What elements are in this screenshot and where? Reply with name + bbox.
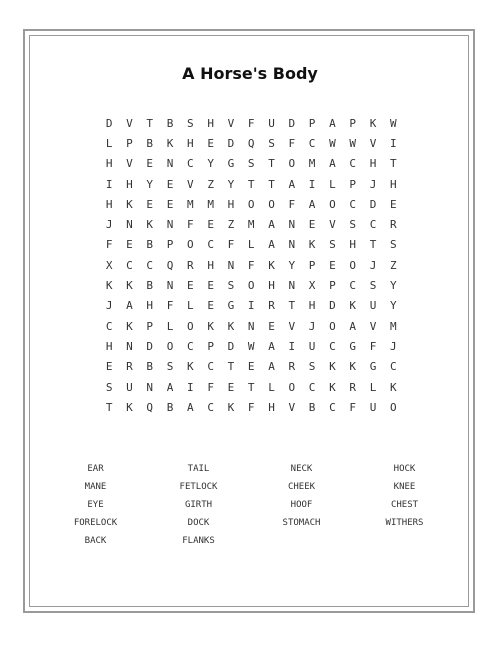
- grid-letter: E: [207, 218, 214, 232]
- grid-letter: O: [247, 279, 255, 293]
- grid-letter: A: [349, 319, 357, 333]
- grid-letter: W: [329, 136, 336, 150]
- grid-letter: Z: [389, 258, 397, 272]
- grid-letter: S: [349, 218, 357, 232]
- grid-letter: F: [187, 218, 194, 232]
- grid-letter: F: [288, 197, 296, 211]
- grid-letter: C: [308, 136, 316, 150]
- grid-letter: O: [329, 197, 336, 211]
- grid-letter: F: [349, 400, 357, 414]
- grid-letter: E: [146, 197, 154, 211]
- grid-letter: H: [207, 258, 214, 272]
- grid-letter: K: [329, 380, 336, 394]
- grid-letter: E: [247, 360, 255, 374]
- word-list-item: KNEE: [393, 482, 416, 492]
- grid-letter: P: [146, 319, 154, 333]
- grid-letter: K: [126, 279, 133, 293]
- grid-letter: N: [146, 380, 154, 394]
- grid-letter: C: [207, 360, 214, 374]
- grid-letter: Q: [166, 258, 174, 272]
- grid-letter: M: [207, 197, 214, 211]
- grid-letter: E: [166, 177, 174, 191]
- grid-letter: B: [166, 400, 174, 414]
- grid-letter: M: [247, 218, 255, 232]
- grid-letter: R: [349, 380, 357, 394]
- grid-row: [99, 133, 403, 153]
- grid-letter: B: [146, 136, 154, 150]
- grid-letter: O: [329, 319, 336, 333]
- grid-letter: U: [308, 339, 316, 353]
- word-list-item: TAIL: [187, 464, 210, 474]
- grid-letter: Y: [389, 299, 397, 313]
- grid-letter: W: [349, 136, 357, 150]
- grid-letter: R: [288, 360, 296, 374]
- grid-letter: Q: [146, 400, 154, 414]
- grid-row: [99, 235, 403, 255]
- grid-letter: O: [187, 319, 194, 333]
- grid-letter: B: [308, 400, 316, 414]
- grid-letter: L: [369, 380, 377, 394]
- grid-letter: Z: [207, 177, 214, 191]
- letter-grid: [99, 113, 403, 417]
- grid-letter: J: [389, 339, 397, 353]
- grid-letter: D: [227, 339, 235, 353]
- grid-letter: F: [288, 136, 296, 150]
- grid-letter: K: [227, 319, 235, 333]
- grid-letter: M: [389, 319, 397, 333]
- grid-letter: C: [187, 339, 194, 353]
- grid-letter: D: [105, 116, 113, 130]
- grid-letter: C: [369, 218, 377, 232]
- grid-letter: P: [126, 136, 133, 150]
- grid-letter: C: [146, 258, 154, 272]
- grid-letter: V: [369, 319, 377, 333]
- grid-letter: J: [369, 258, 377, 272]
- grid-letter: N: [126, 218, 133, 232]
- word-list-item: CHEST: [390, 500, 419, 510]
- grid-letter: N: [166, 157, 174, 171]
- grid-letter: V: [369, 136, 377, 150]
- grid-letter: A: [329, 116, 336, 130]
- grid-letter: C: [105, 319, 113, 333]
- grid-letter: E: [389, 197, 397, 211]
- grid-letter: H: [207, 116, 214, 130]
- grid-letter: G: [369, 360, 377, 374]
- grid-row: [99, 113, 403, 133]
- grid-letter: H: [105, 339, 113, 353]
- grid-letter: H: [369, 157, 377, 171]
- grid-letter: H: [126, 177, 133, 191]
- grid-row: [99, 214, 403, 234]
- grid-letter: T: [268, 157, 275, 171]
- grid-letter: O: [166, 339, 174, 353]
- grid-letter: A: [268, 339, 275, 353]
- grid-letter: K: [389, 380, 397, 394]
- grid-letter: H: [187, 136, 194, 150]
- grid-letter: Y: [146, 177, 154, 191]
- grid-letter: D: [227, 136, 235, 150]
- grid-letter: L: [166, 319, 174, 333]
- grid-letter: O: [389, 400, 397, 414]
- grid-letter: N: [166, 279, 174, 293]
- grid-letter: H: [268, 400, 275, 414]
- grid-letter: N: [227, 258, 235, 272]
- word-list-item: EAR: [87, 464, 104, 474]
- grid-letter: V: [288, 400, 296, 414]
- grid-letter: H: [105, 197, 113, 211]
- grid-letter: W: [389, 116, 397, 130]
- grid-letter: I: [187, 380, 194, 394]
- grid-letter: S: [187, 116, 194, 130]
- grid-letter: E: [227, 380, 235, 394]
- grid-letter: L: [268, 380, 275, 394]
- grid-letter: K: [146, 218, 154, 232]
- grid-letter: C: [207, 400, 214, 414]
- grid-letter: M: [308, 157, 316, 171]
- grid-letter: A: [308, 197, 316, 211]
- grid-letter: C: [329, 400, 336, 414]
- grid-letter: T: [105, 400, 113, 414]
- grid-letter: A: [288, 177, 296, 191]
- grid-letter: I: [308, 177, 316, 191]
- grid-letter: U: [126, 380, 133, 394]
- grid-letter: T: [247, 177, 255, 191]
- grid-letter: R: [268, 299, 275, 313]
- grid-letter: V: [227, 116, 235, 130]
- grid-letter: L: [105, 136, 113, 150]
- grid-letter: O: [247, 197, 255, 211]
- grid-letter: H: [308, 299, 316, 313]
- grid-letter: G: [227, 157, 235, 171]
- grid-letter: K: [207, 319, 214, 333]
- grid-letter: T: [146, 116, 154, 130]
- grid-letter: P: [308, 258, 316, 272]
- grid-letter: W: [247, 339, 255, 353]
- grid-letter: Y: [288, 258, 296, 272]
- grid-letter: H: [146, 299, 154, 313]
- grid-letter: F: [207, 380, 214, 394]
- grid-letter: Y: [207, 157, 214, 171]
- grid-letter: C: [389, 360, 397, 374]
- grid-letter: U: [268, 116, 275, 130]
- grid-letter: Z: [227, 218, 235, 232]
- grid-letter: F: [247, 400, 255, 414]
- grid-letter: O: [288, 157, 296, 171]
- grid-letter: J: [105, 299, 113, 313]
- grid-letter: C: [207, 238, 214, 252]
- grid-letter: A: [166, 380, 174, 394]
- word-list-item: CHEEK: [287, 482, 316, 492]
- grid-letter: B: [146, 238, 154, 252]
- grid-letter: A: [187, 400, 194, 414]
- grid-letter: O: [349, 258, 357, 272]
- grid-letter: T: [227, 360, 235, 374]
- grid-letter: G: [227, 299, 235, 313]
- grid-letter: S: [369, 279, 377, 293]
- word-list-item: FETLOCK: [179, 482, 218, 492]
- grid-letter: T: [268, 177, 275, 191]
- grid-letter: X: [105, 258, 113, 272]
- word-list-item: BACK: [84, 536, 107, 546]
- grid-letter: F: [247, 116, 255, 130]
- grid-letter: E: [207, 299, 214, 313]
- grid-letter: S: [166, 360, 174, 374]
- grid-letter: S: [389, 238, 397, 252]
- grid-letter: P: [308, 116, 316, 130]
- grid-letter: K: [308, 238, 316, 252]
- grid-letter: K: [349, 299, 357, 313]
- grid-letter: C: [329, 339, 336, 353]
- grid-row: [99, 255, 403, 275]
- grid-letter: V: [126, 116, 133, 130]
- word-list-item: FORELOCK: [73, 518, 118, 528]
- grid-letter: Y: [227, 177, 235, 191]
- grid-letter: E: [187, 279, 194, 293]
- grid-letter: L: [329, 177, 336, 191]
- grid-letter: E: [308, 218, 316, 232]
- grid-letter: C: [187, 157, 194, 171]
- grid-letter: S: [268, 136, 275, 150]
- grid-letter: X: [308, 279, 316, 293]
- grid-letter: V: [329, 218, 336, 232]
- grid-letter: P: [349, 116, 357, 130]
- grid-letter: H: [105, 157, 113, 171]
- grid-letter: N: [247, 319, 255, 333]
- grid-letter: U: [369, 400, 377, 414]
- grid-letter: T: [389, 157, 397, 171]
- grid-letter: D: [288, 116, 296, 130]
- word-list-item: NECK: [290, 464, 313, 474]
- grid-letter: C: [308, 380, 316, 394]
- grid-letter: A: [329, 157, 336, 171]
- grid-letter: D: [329, 299, 336, 313]
- grid-letter: P: [349, 177, 357, 191]
- grid-letter: D: [369, 197, 377, 211]
- grid-letter: K: [369, 116, 377, 130]
- grid-letter: K: [349, 360, 357, 374]
- grid-letter: C: [349, 279, 357, 293]
- grid-letter: K: [187, 360, 194, 374]
- grid-letter: V: [187, 177, 194, 191]
- grid-row: [99, 275, 403, 295]
- grid-letter: O: [288, 380, 296, 394]
- grid-letter: K: [268, 258, 275, 272]
- grid-letter: K: [227, 400, 235, 414]
- grid-letter: S: [329, 238, 336, 252]
- grid-letter: H: [268, 279, 275, 293]
- word-list-item: EYE: [87, 500, 104, 510]
- word-list-item: FLANKS: [182, 536, 215, 546]
- grid-letter: N: [288, 279, 296, 293]
- grid-letter: J: [369, 177, 377, 191]
- grid-letter: C: [349, 157, 357, 171]
- grid-letter: Y: [389, 279, 397, 293]
- grid-letter: A: [126, 299, 133, 313]
- grid-row: [99, 377, 403, 397]
- word-list-item: WITHERS: [385, 518, 424, 528]
- grid-letter: N: [126, 339, 133, 353]
- grid-letter: K: [126, 400, 133, 414]
- grid-letter: E: [207, 279, 214, 293]
- grid-letter: E: [329, 258, 336, 272]
- grid-letter: O: [268, 197, 275, 211]
- grid-letter: E: [105, 360, 113, 374]
- grid-letter: H: [389, 177, 397, 191]
- grid-letter: F: [227, 238, 235, 252]
- grid-letter: R: [187, 258, 194, 272]
- grid-letter: H: [349, 238, 357, 252]
- grid-letter: C: [126, 258, 133, 272]
- grid-letter: I: [288, 339, 296, 353]
- grid-letter: K: [126, 319, 133, 333]
- grid-letter: R: [126, 360, 133, 374]
- grid-letter: S: [308, 360, 316, 374]
- grid-row: [99, 154, 403, 174]
- grid-letter: B: [146, 360, 154, 374]
- grid-letter: N: [166, 218, 174, 232]
- grid-letter: E: [268, 319, 275, 333]
- puzzle-title: A Horse's Body: [182, 64, 318, 83]
- grid-letter: P: [207, 339, 214, 353]
- grid-letter: R: [389, 218, 397, 232]
- grid-letter: S: [227, 279, 235, 293]
- grid-row: [99, 194, 403, 214]
- grid-letter: P: [329, 279, 336, 293]
- grid-letter: U: [369, 299, 377, 313]
- word-list-item: HOCK: [393, 464, 416, 474]
- word-list-item: STOMACH: [282, 518, 321, 528]
- grid-letter: E: [166, 197, 174, 211]
- grid-letter: K: [105, 279, 113, 293]
- grid-letter: H: [227, 197, 235, 211]
- grid-letter: L: [187, 299, 194, 313]
- word-list: [44, 460, 456, 550]
- grid-letter: F: [247, 258, 255, 272]
- grid-letter: S: [247, 157, 255, 171]
- grid-letter: I: [247, 299, 255, 313]
- grid-letter: S: [105, 380, 113, 394]
- grid-letter: C: [349, 197, 357, 211]
- word-list-item: MANE: [84, 482, 107, 492]
- grid-letter: N: [288, 218, 296, 232]
- grid-letter: T: [247, 380, 255, 394]
- grid-letter: D: [146, 339, 154, 353]
- grid-letter: J: [308, 319, 316, 333]
- grid-letter: I: [105, 177, 113, 191]
- grid-letter: E: [207, 136, 214, 150]
- grid-letter: E: [146, 157, 154, 171]
- grid-letter: J: [105, 218, 113, 232]
- grid-letter: V: [288, 319, 296, 333]
- grid-letter: E: [126, 238, 133, 252]
- grid-letter: F: [105, 238, 113, 252]
- grid-letter: O: [187, 238, 194, 252]
- grid-letter: L: [247, 238, 255, 252]
- grid-letter: N: [288, 238, 296, 252]
- grid-row: [99, 336, 403, 356]
- word-list-item: DOCK: [187, 518, 210, 528]
- grid-letter: F: [369, 339, 377, 353]
- grid-letter: B: [166, 116, 174, 130]
- grid-row: [99, 174, 403, 194]
- grid-letter: T: [369, 238, 377, 252]
- grid-letter: K: [166, 136, 174, 150]
- word-list-item: HOOF: [290, 500, 313, 510]
- grid-row: [99, 357, 403, 377]
- grid-letter: K: [329, 360, 336, 374]
- grid-row: [99, 296, 403, 316]
- grid-letter: M: [187, 197, 194, 211]
- grid-letter: A: [268, 218, 275, 232]
- grid-letter: A: [268, 238, 275, 252]
- grid-letter: Q: [247, 136, 255, 150]
- grid-row: [99, 316, 403, 336]
- grid-letter: G: [349, 339, 357, 353]
- grid-letter: B: [146, 279, 154, 293]
- grid-letter: K: [126, 197, 133, 211]
- grid-row: [99, 397, 403, 417]
- grid-letter: T: [288, 299, 296, 313]
- grid-letter: F: [166, 299, 174, 313]
- grid-letter: V: [126, 157, 133, 171]
- grid-letter: A: [268, 360, 275, 374]
- grid-letter: I: [389, 136, 397, 150]
- word-list-item: GIRTH: [184, 500, 213, 510]
- grid-letter: P: [166, 238, 174, 252]
